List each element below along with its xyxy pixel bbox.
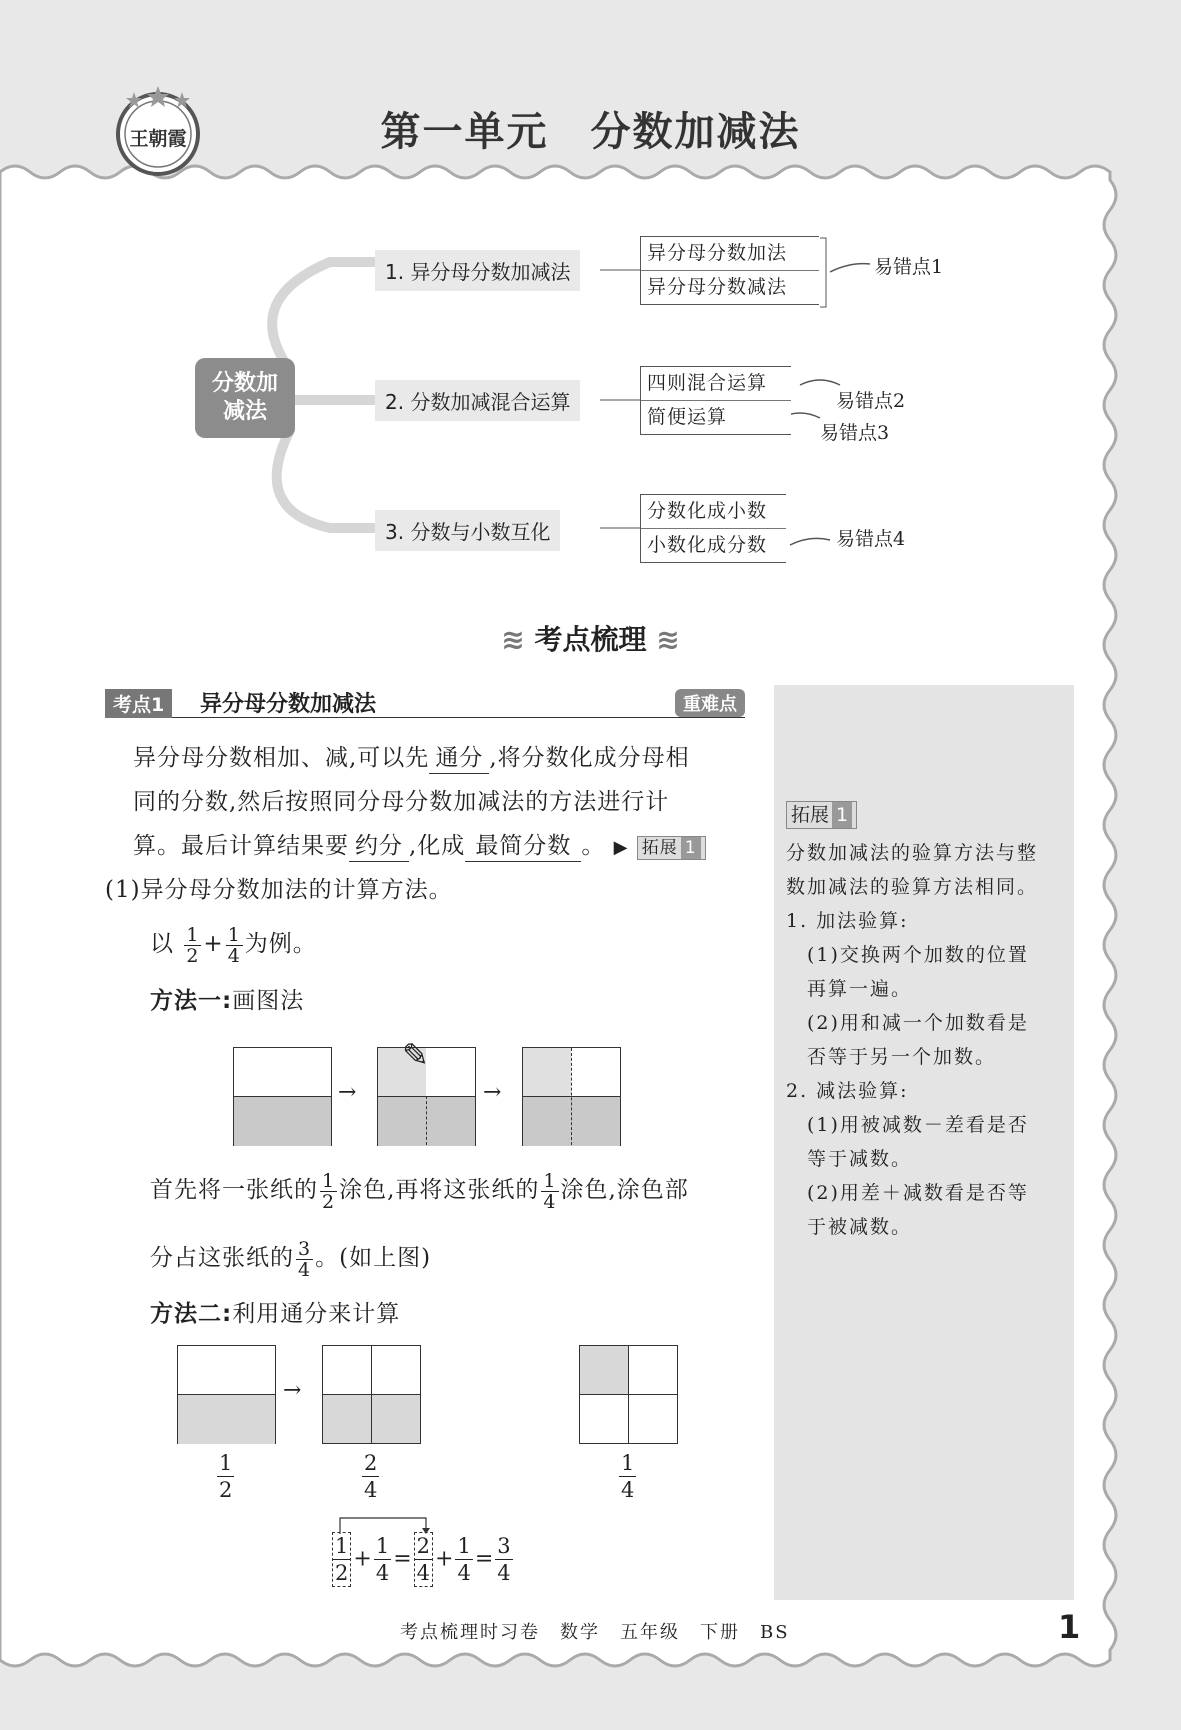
sidebar-line: 2. 减法验算: bbox=[786, 1080, 909, 1102]
fill-answer-3: 最简分数 bbox=[465, 831, 581, 862]
sidebar-line: 1. 加法验算: bbox=[786, 910, 909, 932]
tag-num: 1 bbox=[832, 802, 852, 828]
mindmap-branch-3: 3. 分数与小数互化 bbox=[375, 510, 560, 551]
method-label: 方法二: bbox=[150, 1301, 233, 1327]
diagram-one-quarter bbox=[579, 1345, 678, 1444]
branch-item: 异分母分数减法 bbox=[641, 270, 819, 304]
method-1-desc bbox=[150, 1168, 689, 1212]
pen-icon: ✎ bbox=[402, 1036, 429, 1074]
method-text: 利用通分来计算 bbox=[232, 1301, 401, 1327]
sidebar-line: 等于减数。 bbox=[786, 1148, 913, 1170]
page-title: 第一单元 分数加减法 bbox=[380, 109, 801, 155]
text: 异分母分数相加、减,可以先 bbox=[133, 745, 430, 771]
tag-num: 1 bbox=[681, 837, 701, 859]
branch-item: 小数化成分数 bbox=[641, 528, 786, 562]
text: ,将分数化成分母相 bbox=[489, 745, 690, 771]
fill-answer-1: 通分 bbox=[429, 743, 489, 774]
method-1-desc-2 bbox=[150, 1236, 431, 1280]
mindmap-connectors bbox=[0, 0, 1181, 600]
fill-answer-2: 约分 bbox=[349, 831, 409, 862]
kaodian-title: 异分母分数加减法 bbox=[200, 692, 377, 717]
branch-item: 异分母分数加法 bbox=[647, 242, 788, 264]
mindmap-center-label: 分数加减法 bbox=[211, 371, 278, 424]
fraction: $\frac{1}{2}$ bbox=[322, 1169, 336, 1213]
fraction: $\frac{1}{4}$ bbox=[543, 1169, 557, 1213]
method-2 bbox=[150, 1292, 400, 1336]
branch-2-items bbox=[640, 366, 791, 435]
diagram-half bbox=[177, 1345, 276, 1444]
fraction: $\frac{1}{4}$ bbox=[227, 923, 241, 967]
kaodian-heading bbox=[105, 687, 745, 718]
diagram-square-half bbox=[233, 1047, 332, 1146]
equation: $\frac{1}{2}$ + $\frac{1}{4}$ = $\frac{2}{4}$ + $\frac{1}{4}$ = $\frac{3}{4}$ bbox=[330, 1532, 515, 1587]
fraction: $\frac{2}{4}$ bbox=[414, 1532, 433, 1587]
sidebar-line: 数加减法的验算方法相同。 bbox=[786, 876, 1039, 898]
tag-label: 拓展 bbox=[791, 804, 830, 826]
text: 。 bbox=[581, 833, 606, 859]
page-number: 1 bbox=[1058, 1608, 1081, 1646]
section-title-text: 考点梳理 bbox=[534, 623, 647, 656]
sidebar-line: 分数加减法的验算方法与整 bbox=[786, 842, 1039, 864]
method-text: 画图法 bbox=[232, 988, 305, 1014]
paragraph-line-2: 同的分数,然后按照同分母分数加减法的方法进行计 bbox=[133, 789, 670, 815]
example-line: 以 $\frac{1}{2}$ + $\frac{1}{4}$ 为例。 bbox=[150, 923, 317, 967]
paragraph-line-1 bbox=[133, 736, 690, 780]
branch-1-items bbox=[640, 236, 819, 305]
arrow-right-icon: → bbox=[338, 1080, 357, 1105]
sidebar-text bbox=[786, 836, 1038, 1244]
text: 分占这张纸的 bbox=[150, 1245, 294, 1271]
text: 首先将一张纸的 bbox=[150, 1177, 318, 1203]
error-point-1: 易错点1 bbox=[874, 256, 944, 278]
sidebar-line: (2)用和减一个加数看是 bbox=[786, 1012, 1029, 1034]
sidebar-line: 于被减数。 bbox=[786, 1216, 913, 1238]
fraction: $\frac{3}{4}$ bbox=[497, 1534, 511, 1585]
arrow-right-icon: → bbox=[283, 1378, 302, 1403]
text: 算。最后计算结果要 bbox=[133, 833, 349, 859]
section-title bbox=[0, 618, 1181, 658]
error-point-2: 易错点2 bbox=[836, 390, 906, 412]
diagram-two-quarters bbox=[322, 1345, 421, 1444]
sidebar-line: (1)交换两个加数的位置 bbox=[786, 944, 1029, 966]
error-point-4: 易错点4 bbox=[836, 528, 906, 550]
subsection-1: (1)异分母分数加法的计算方法。 bbox=[105, 877, 453, 903]
fraction: $\frac{1}{2}$ bbox=[186, 923, 200, 967]
difficulty-badge: 重难点 bbox=[675, 689, 745, 717]
text: 为例。 bbox=[244, 931, 317, 957]
diagram-square-three-quarters bbox=[522, 1047, 621, 1146]
method-1 bbox=[150, 979, 304, 1023]
wave-icon: ≋ bbox=[656, 623, 680, 656]
wave-icon: ≋ bbox=[501, 623, 525, 656]
label-one-quarter: $\frac{1}{4}$ bbox=[621, 1451, 635, 1502]
equation-arrow bbox=[330, 1512, 440, 1534]
branch-item: 分数化成小数 bbox=[647, 500, 768, 522]
mindmap-branch-2: 2. 分数加减混合运算 bbox=[375, 380, 580, 421]
branch-item: 简便运算 bbox=[641, 400, 791, 434]
fraction: $\frac{1}{4}$ bbox=[375, 1534, 390, 1585]
method-label: 方法一: bbox=[150, 988, 233, 1014]
triangle-icon: ▶ bbox=[613, 837, 629, 858]
kaodian-tag: 考点1 bbox=[105, 689, 172, 718]
logo-text: 王朝霞 bbox=[129, 128, 187, 150]
tag-label: 拓展 bbox=[641, 838, 678, 858]
fraction: $\frac{3}{4}$ bbox=[298, 1237, 312, 1281]
sidebar-line: (2)用差＋减数看是否等 bbox=[786, 1182, 1029, 1204]
text: 涂色,涂色部 bbox=[560, 1177, 689, 1203]
paragraph-line-3 bbox=[133, 824, 706, 870]
sidebar-line: (1)用被减数－差看是否 bbox=[786, 1114, 1029, 1136]
branch-item: 四则混合运算 bbox=[647, 372, 768, 394]
diagram-square-pen bbox=[377, 1036, 476, 1146]
extension-ref[interactable] bbox=[637, 836, 706, 860]
branch-3-items bbox=[640, 494, 786, 563]
mindmap-branch-1: 1. 异分母分数加减法 bbox=[375, 250, 580, 291]
error-point-3: 易错点3 bbox=[820, 422, 890, 444]
footer-text: 考点梳理时习卷 数学 五年级 下册 BS bbox=[400, 1622, 790, 1643]
label-half: $\frac{1}{2}$ bbox=[219, 1451, 233, 1502]
label-two-quarters: $\frac{2}{4}$ bbox=[364, 1451, 378, 1502]
sidebar-line: 再算一遍。 bbox=[786, 978, 913, 1000]
text: 。(如上图) bbox=[315, 1245, 432, 1271]
mindmap-center bbox=[195, 358, 295, 438]
sidebar-line: 否等于另一个加数。 bbox=[786, 1046, 997, 1068]
arrow-right-icon: → bbox=[483, 1080, 502, 1105]
text: 涂色,再将这张纸的 bbox=[339, 1177, 540, 1203]
sidebar-tag bbox=[786, 801, 857, 829]
fraction: $\frac{1}{2}$ bbox=[332, 1532, 351, 1587]
text: ,化成 bbox=[409, 833, 466, 859]
text: 以 bbox=[150, 931, 174, 957]
fraction: $\frac{1}{4}$ bbox=[457, 1534, 471, 1585]
